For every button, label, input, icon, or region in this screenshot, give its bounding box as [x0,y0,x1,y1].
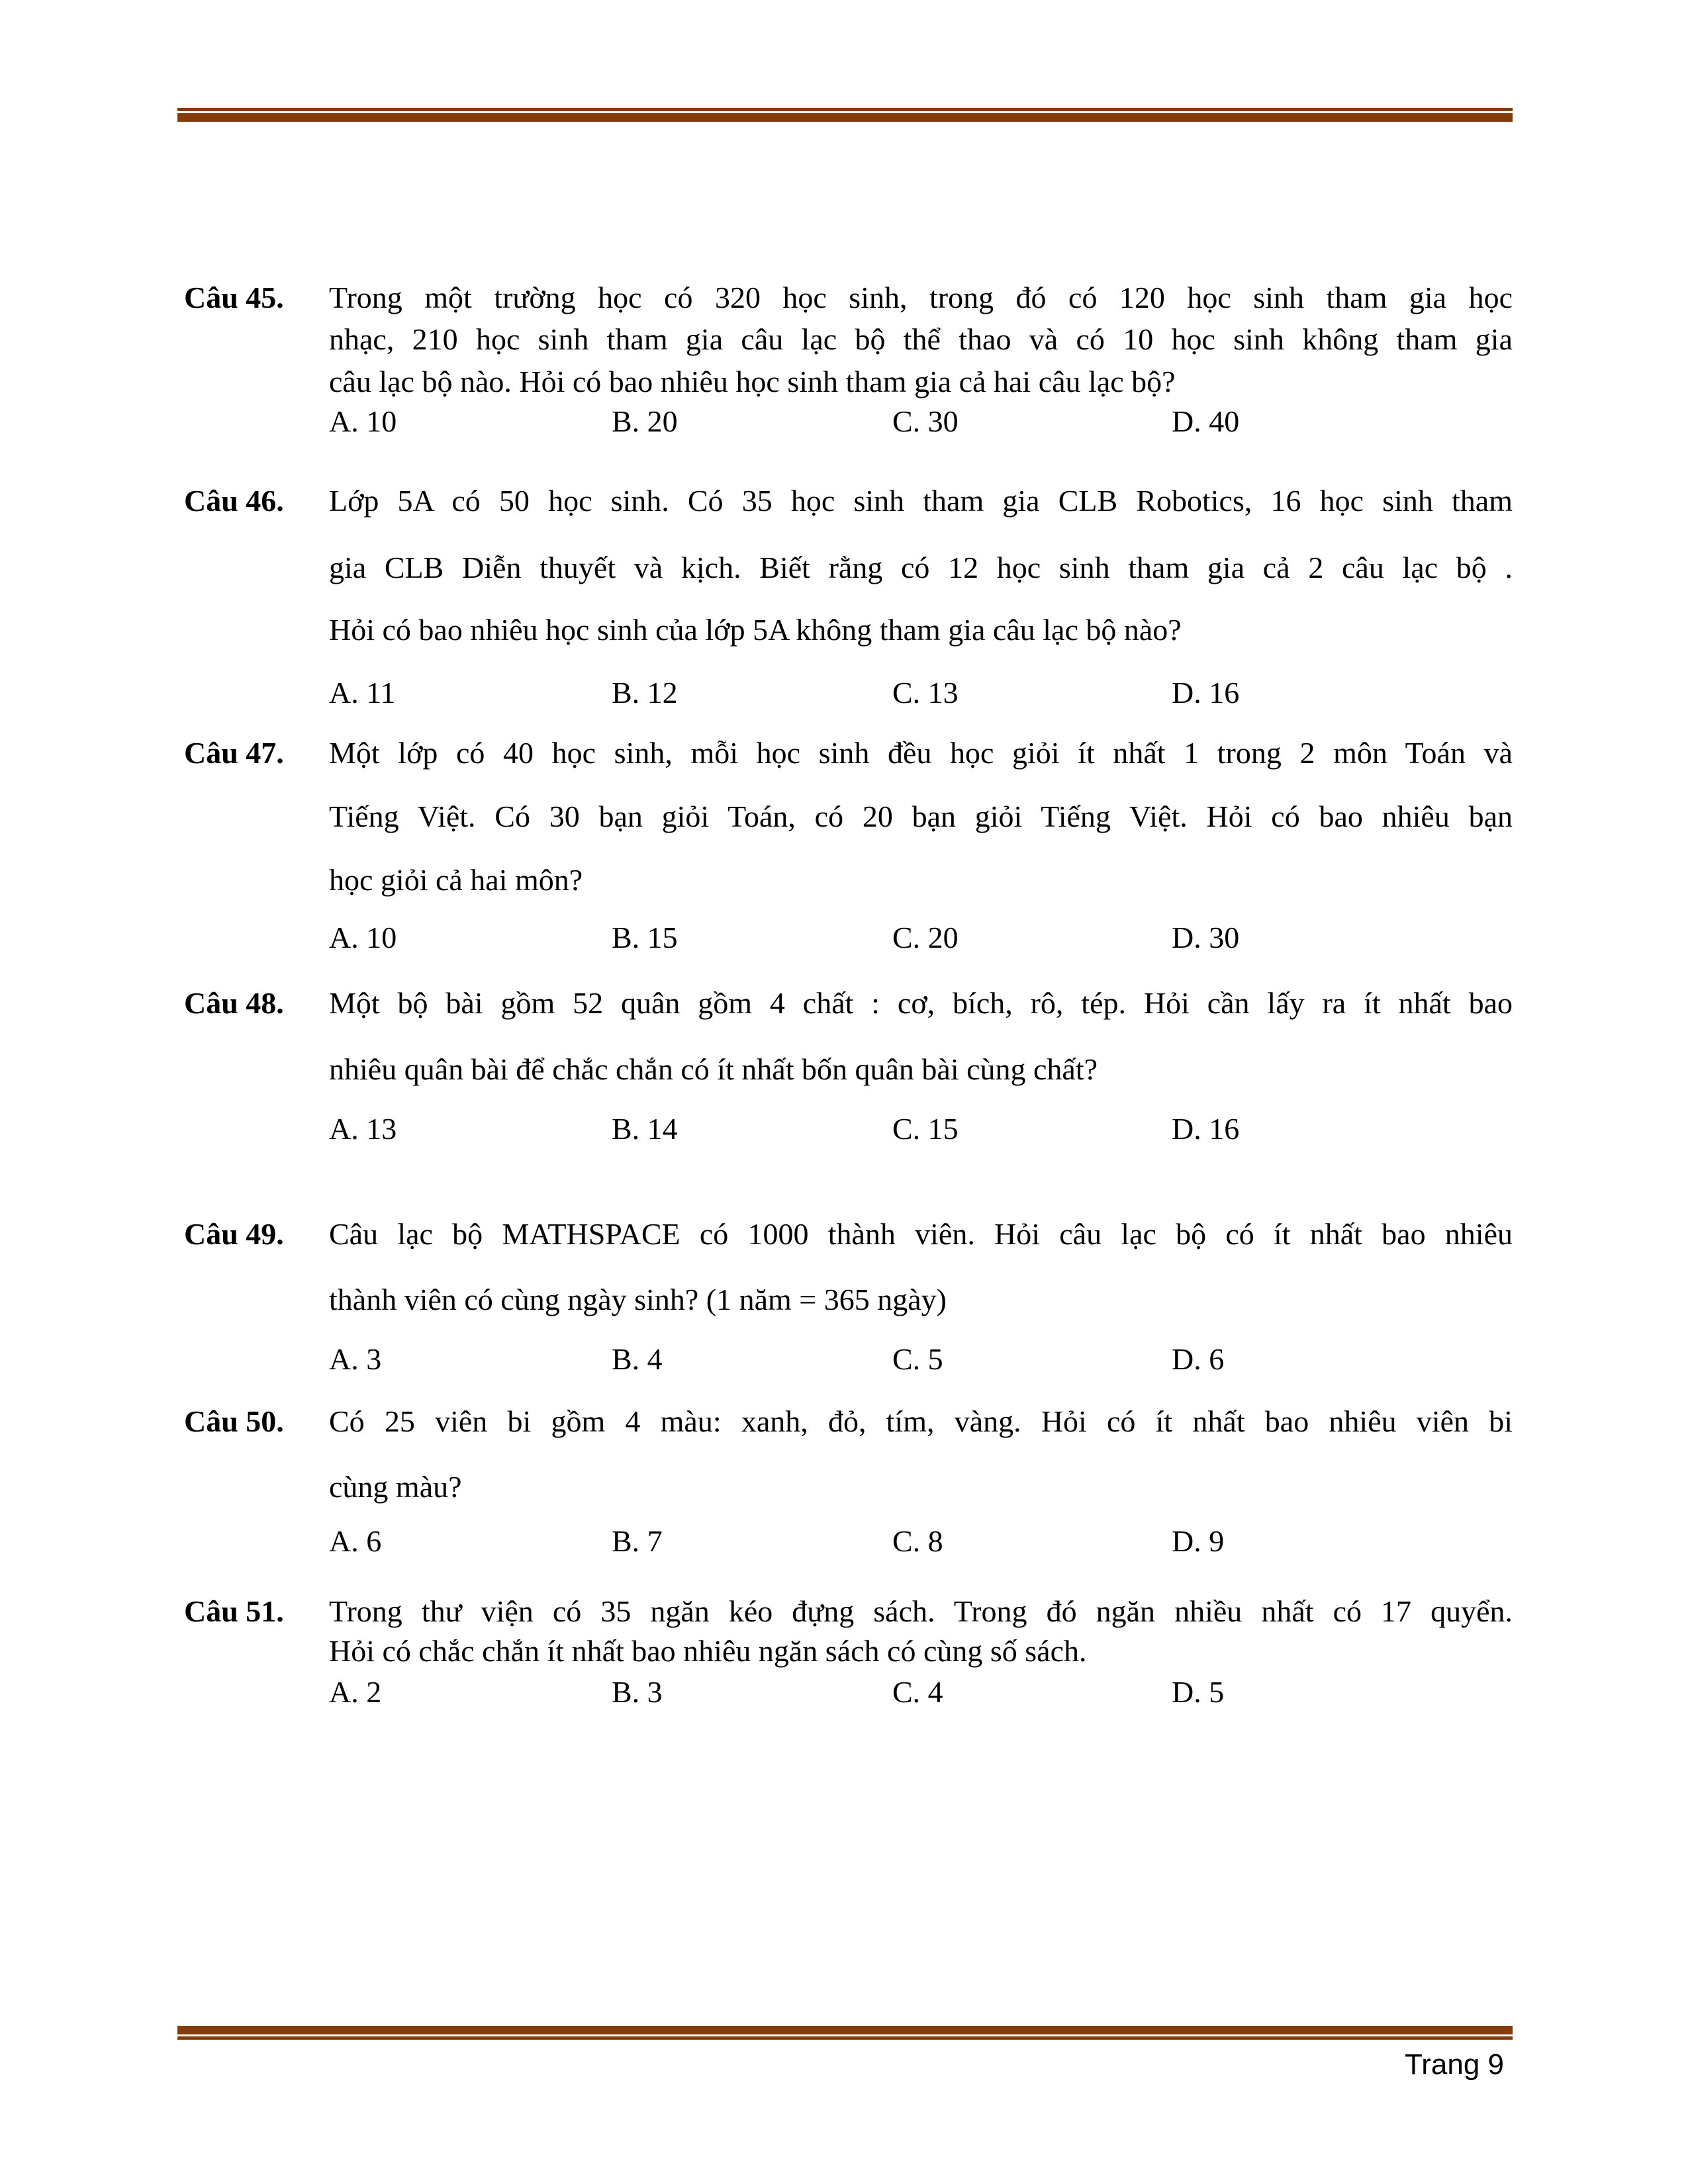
option-c: C. 30 [892,404,959,438]
header-rule-thin [177,108,1513,111]
question-text-line: Tiếng Việt. Có 30 bạn giỏi Toán, có 20 bạn giỏi Tiếng Việt. Hỏi có bao nhiêu bạn [329,799,1513,833]
options-row [0,1339,1688,1380]
question-45 [0,277,1688,449]
question-label: Câu 50. [184,1404,284,1438]
question-text-line: Trong thư viện có 35 ngăn kéo đựng sách. Trong đó ngăn nhiều nhất có 17 quyển. [329,1594,1513,1628]
question-text-line: học giỏi cả hai môn? [329,863,583,897]
question-49 [0,1214,1688,1386]
option-b: B. 3 [612,1675,663,1709]
question-label: Câu 45. [184,281,284,314]
question-47 [0,733,1688,964]
option-d: D. 40 [1172,404,1240,438]
question-48 [0,983,1688,1155]
option-b: B. 14 [612,1112,678,1146]
question-text-line: Lớp 5A có 50 học sinh. Có 35 học sinh tham gia CLB Robotics, 16 học sinh tham [329,484,1513,518]
question-50 [0,1401,1688,1567]
question-text-line: câu lạc bộ nào. Hỏi có bao nhiêu học sinh tham gia cả hai câu lạc bộ? [329,365,1176,398]
question-text-line: Một bộ bài gồm 52 quân gồm 4 chất : cơ, bích, rô, tép. Hỏi cần lấy ra ít nhất bao [329,986,1513,1020]
options-row [0,672,1688,713]
footer-rule-thin [177,2036,1513,2040]
option-a: A. 10 [329,404,397,438]
option-a: A. 10 [329,921,397,954]
options-row [0,401,1688,442]
question-text-line: Hỏi có chắc chắn ít nhất bao nhiêu ngăn sách có cùng số sách. [329,1634,1087,1668]
option-c: C. 15 [892,1112,959,1146]
option-a: A. 6 [329,1524,382,1558]
option-c: C. 8 [892,1524,943,1558]
options-row [0,1672,1688,1713]
question-text-line: Có 25 viên bi gồm 4 màu: xanh, đỏ, tím, vàng. Hỏi có ít nhất bao nhiêu viên bi [329,1404,1513,1438]
question-text-line: Hỏi có bao nhiêu học sinh của lớp 5A không tham gia câu lạc bộ nào? [329,613,1182,647]
option-b: B. 20 [612,404,678,438]
option-a: A. 3 [329,1342,382,1376]
option-d: D. 6 [1172,1342,1225,1376]
option-b: B. 4 [612,1342,663,1376]
question-text-line: nhiêu quân bài để chắc chắn có ít nhất bốn quân bài cùng chất? [329,1052,1098,1086]
option-d: D. 16 [1172,1112,1240,1146]
question-label: Câu 46. [184,484,284,518]
question-46 [0,480,1688,719]
options-row [0,917,1688,958]
option-b: B. 7 [612,1524,663,1558]
option-c: C. 5 [892,1342,943,1376]
question-text-line: nhạc, 210 học sinh tham gia câu lạc bộ thể thao và có 10 học sinh không tham gia [329,322,1513,356]
option-d: D. 30 [1172,921,1240,954]
option-d: D. 5 [1172,1675,1225,1709]
option-d: D. 16 [1172,676,1240,709]
option-a: A. 13 [329,1112,397,1146]
option-d: D. 9 [1172,1524,1225,1558]
option-c: C. 4 [892,1675,943,1709]
option-b: B. 12 [612,676,678,709]
option-a: A. 2 [329,1675,382,1709]
option-c: C. 20 [892,921,959,954]
question-text-line: Trong một trường học có 320 học sinh, trong đó có 120 học sinh tham gia học [329,281,1513,314]
options-row [0,1109,1688,1150]
question-label: Câu 48. [184,986,284,1020]
question-51 [0,1591,1688,1717]
option-b: B. 15 [612,921,678,954]
option-a: A. 11 [329,676,396,709]
question-label: Câu 51. [184,1594,284,1628]
footer-rule-thick [177,2026,1513,2034]
question-text-line: gia CLB Diễn thuyết và kịch. Biết rằng có 12 học sinh tham gia cả 2 câu lạc bộ . [329,551,1513,584]
question-text-line: Câu lạc bộ MATHSPACE có 1000 thành viên. Hỏi câu lạc bộ có ít nhất bao nhiêu [329,1217,1513,1251]
option-c: C. 13 [892,676,959,709]
header-rule-thick [177,113,1513,122]
question-text-line: cùng màu? [329,1470,462,1504]
question-text-line: thành viên có cùng ngày sinh? (1 năm = 365 ngày) [329,1283,947,1316]
options-row [0,1521,1688,1562]
question-label: Câu 47. [184,736,284,770]
question-label: Câu 49. [184,1217,284,1251]
question-text-line: Một lớp có 40 học sinh, mỗi học sinh đều học giỏi ít nhất 1 trong 2 môn Toán và [329,736,1513,770]
page-number: Trang 9 [1404,2048,1504,2081]
